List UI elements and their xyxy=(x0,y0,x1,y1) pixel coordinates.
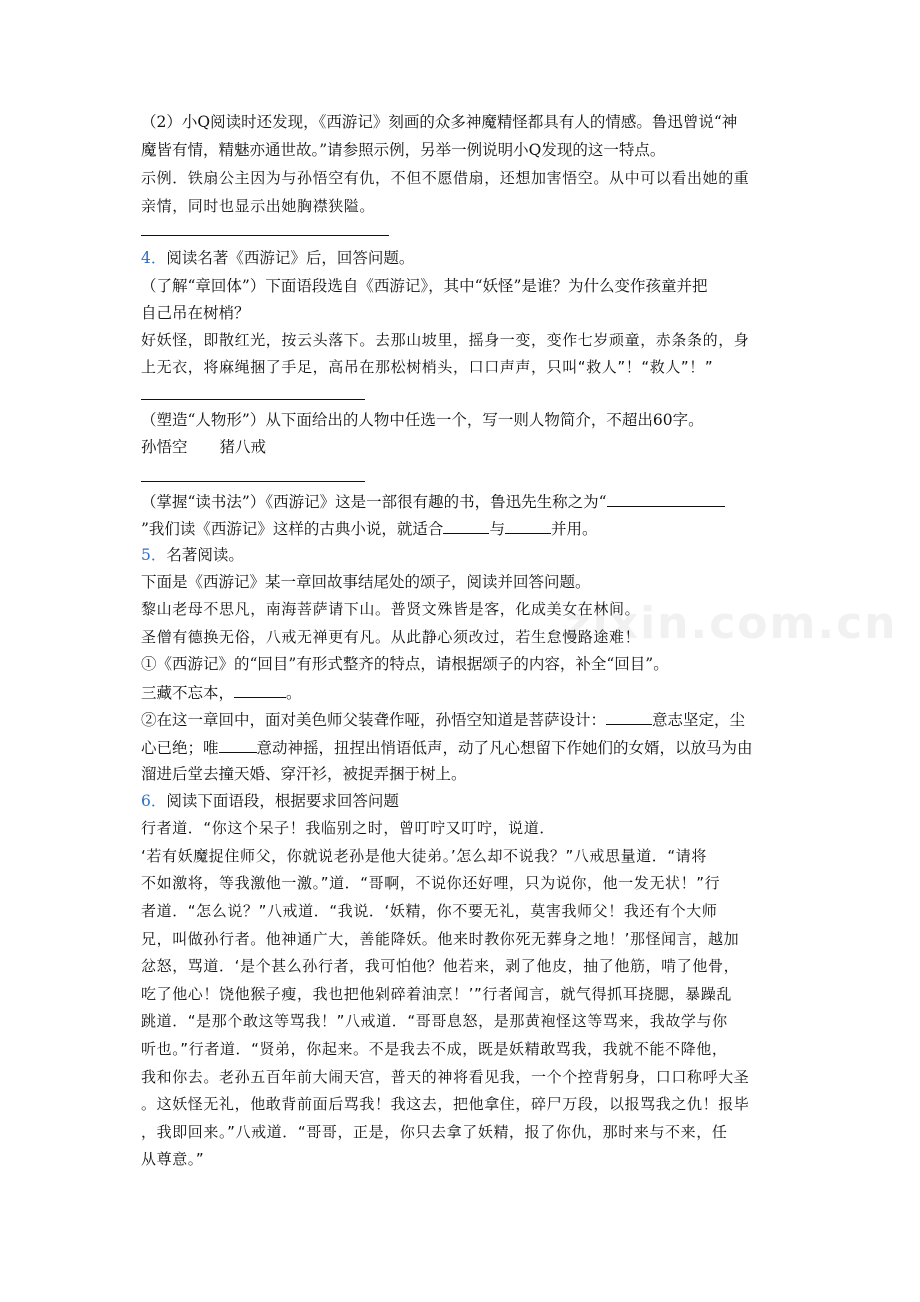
sub-question-text: （塑造“人物形”）从下面给出的人物中任选一个，写一则人物简介，不超出60字。 xyxy=(141,411,704,429)
sub-question-text-part: 意动神摇，扭捏出悄语低声，动了凡心想留下作她们的女婿，以放马为由 xyxy=(256,739,753,757)
sub-question-text: （了解“章回体”）下面语段选自《西游记》，其中“妖怪”是谁？为什么变作孩童并把 xyxy=(141,277,708,295)
question-number: 5． xyxy=(141,546,167,564)
sub-question-text-part: 与 xyxy=(489,520,505,538)
sub-question-text-part: ”我们读《西游记》这样的古典小说，就适合 xyxy=(141,520,444,538)
sub-question-text: ①《西游记》的“回目”有形式整齐的特点，请根据颂子的内容，补全“回目”。 xyxy=(141,655,669,673)
sub-question-text-part: 。 xyxy=(286,684,302,702)
sub-question-text-part: （掌握“读书法”）《西游记》这是一部很有趣的书，鲁迅先生称之为“ xyxy=(141,493,607,511)
answer-line xyxy=(141,399,365,400)
question-6-heading xyxy=(141,791,781,811)
fill-blank[interactable] xyxy=(443,518,489,534)
poem-line: 黎山老母不思凡，南海菩萨请下山。普贤文殊皆是客，化成美女在林间。 xyxy=(141,600,641,618)
question-title: 名著阅读。 xyxy=(166,546,244,564)
poem-line: 圣僧有德换无俗，八戒无禅更有凡。从此静心须改过，若生怠慢路途难！ xyxy=(141,628,641,646)
question-5-heading xyxy=(141,545,781,565)
passage-text: 好妖怪，即散红光，按云头落下。去那山坡里，摇身一变，变作七岁顽童，赤条条的，身 xyxy=(141,331,750,349)
passage-line: 从尊意。” xyxy=(141,1150,205,1168)
passage-line: 听也。”行者道．“贤弟，你起来。不是我去不成，既是妖精敢骂我，我就不能不降他， xyxy=(141,1040,728,1058)
passage-line: 行者道．“你这个呆子！我临别之时，曾叮咛又叮咛，说道． xyxy=(141,819,555,837)
sub-question-text xyxy=(141,491,781,512)
question-number: 6． xyxy=(141,792,167,810)
question-4-heading xyxy=(141,248,781,268)
passage-line: 忿怒，骂道．‘是个甚么孙行者，我可怕他？他若来，剥了他皮，抽了他筋，啃了他骨， xyxy=(141,957,740,975)
character-options xyxy=(141,437,781,457)
passage-line: 。这妖怪无礼，他敢背前面后骂我！我这去，把他拿住，碎尸万段，以报骂我之仇！报毕 xyxy=(141,1095,750,1113)
question-title: 阅读名著《西游记》后，回答问题。 xyxy=(166,249,415,267)
passage-line: 兄，叫做孙行者。他神通广大，善能降妖。他来时教你死无葬身之地！’那怪闻言，越加 xyxy=(141,930,740,948)
watermark: zixin.com.cn xyxy=(565,598,898,649)
sub-question-text-part: 并用。 xyxy=(550,520,598,538)
character-option: 孙悟空 xyxy=(141,438,188,456)
question-title: 阅读下面语段，根据要求回答问题 xyxy=(166,792,399,810)
question-text: 魔皆有情，精魅亦通世故。”请参照示例，另举一例说明小Q发现的这一特点。 xyxy=(141,141,666,159)
passage-line: 吃了他心！饶他猴子瘦，我也把他剁碎着油烹！’”行者闻言，就气得抓耳挠腮，暴躁乱 xyxy=(141,985,732,1003)
fill-blank[interactable] xyxy=(234,682,286,698)
sub-question-text-part: 三藏不忘本， xyxy=(141,684,235,702)
sub-question-text xyxy=(141,682,781,703)
sub-question-text: 自己吊在树梢？ xyxy=(141,304,250,322)
passage-line: ，我即回来。”八戒道．“哥哥，正是，你只去拿了妖精，报了你仇，那时来与不来，任 xyxy=(141,1123,728,1141)
sub-question-text-part: 心已绝；唯 xyxy=(141,739,219,757)
character-option: 猪八戒 xyxy=(219,438,267,456)
example-text: 示例．铁扇公主因为与孙悟空有仇，不但不愿借扇，还想加害悟空。从中可以看出她的重 xyxy=(141,169,750,187)
question-text: （2）小Q阅读时还发现，《西游记》刻画的众多神魔精怪都具有人的情感。鲁迅曾说“神 xyxy=(141,113,738,131)
answer-line xyxy=(141,481,365,482)
sub-question-text xyxy=(141,737,781,758)
fill-blank[interactable] xyxy=(606,709,652,725)
sub-question-text xyxy=(141,709,781,730)
fill-blank[interactable] xyxy=(219,737,257,753)
question-intro: 下面是《西游记》某一章回故事结尾处的颂子，阅读并回答问题。 xyxy=(141,573,591,591)
sub-question-text-part: 意志坚定，尘 xyxy=(652,711,746,729)
sub-question-text xyxy=(141,518,781,539)
question-number: 4． xyxy=(141,249,167,267)
passage-line: 跳道．“是那个敢这等骂我！”八戒道．“哥哥息怒，是那黄袍怪这等骂来，我故学与你 xyxy=(141,1012,728,1030)
sub-question-text: 溜进后堂去撞天婚、穿汗衫，被捉弄捆于树上。 xyxy=(141,765,467,783)
example-text: 亲情，同时也显示出她胸襟狭隘。 xyxy=(141,197,376,215)
sub-question-text-part: ②在这一章回中，面对美色师父装聋作哑，孙悟空知道是菩萨设计： xyxy=(141,711,607,729)
answer-line xyxy=(141,235,389,236)
passage-text: 上无衣，将麻绳捆了手足，高吊在那松树梢头，口口声声，只叫“救人”！“救人”！” xyxy=(141,358,714,376)
passage-line: ‘若有妖魔捉住师父，你就说老孙是他大徒弟。’怎么却不说我？”八戒思量道．“请将 xyxy=(141,847,707,865)
passage-line: 者道．“怎么说？”八戒道．“我说．‘妖精，你不要无礼，莫害我师父！我还有个大师 xyxy=(141,902,718,920)
passage-line: 我和你去。老孙五百年前大闹天宫，普天的神将看见我，一个个控背躬身，口口称呼大圣 xyxy=(141,1068,750,1086)
passage-line: 不如激将，等我激他一激。”道．“哥啊，不说你还好哩，只为说你，他一发无状！”行 xyxy=(141,874,721,892)
fill-blank[interactable] xyxy=(607,491,725,507)
fill-blank[interactable] xyxy=(505,518,551,534)
